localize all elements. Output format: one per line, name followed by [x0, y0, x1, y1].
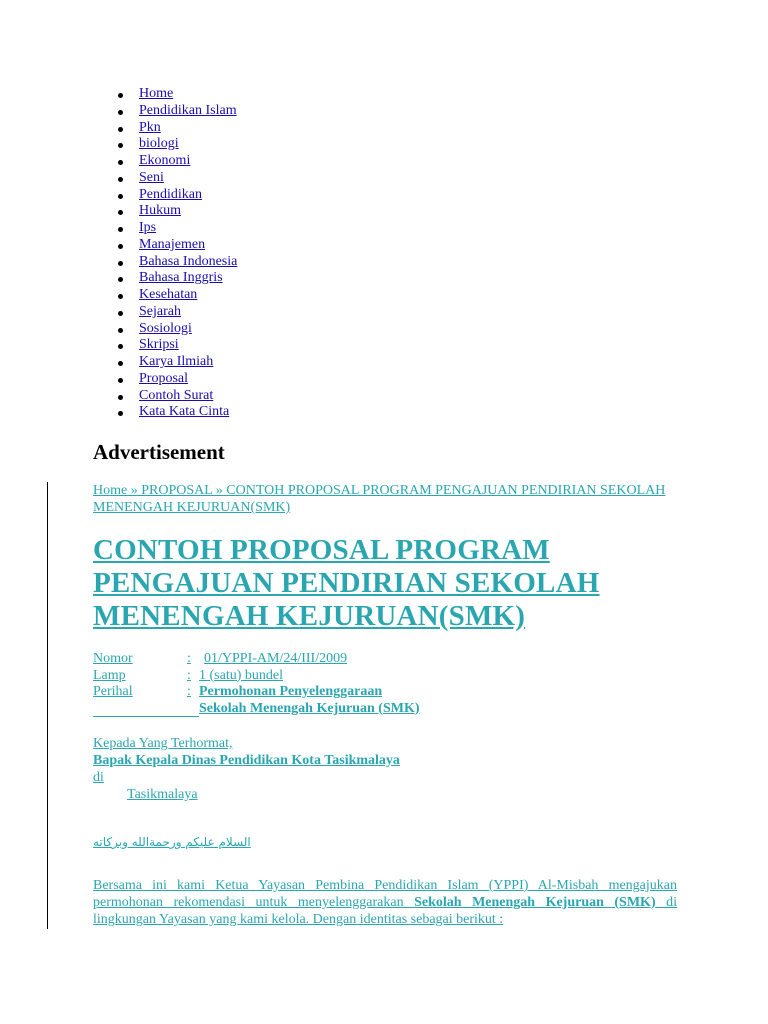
greeting: Kepada Yang Terhormat, — [93, 736, 233, 751]
city: Tasikmalaya — [127, 787, 198, 802]
nav-link[interactable]: Bahasa Inggris — [139, 270, 223, 286]
bullet-icon — [118, 328, 123, 333]
bullet-icon — [118, 194, 123, 199]
lamp-label: Lamp — [93, 667, 126, 683]
nav-link[interactable]: Pendidikan Islam — [139, 102, 237, 118]
bullet-icon — [118, 277, 123, 282]
bullet-icon — [118, 344, 123, 349]
nav-link[interactable]: Home — [139, 86, 174, 101]
nav-item[interactable] — [118, 287, 237, 304]
perihal-colon: : — [187, 684, 191, 699]
nav-item[interactable] — [118, 136, 237, 153]
bullet-icon — [118, 93, 123, 98]
nav-link[interactable]: Ekonomi — [139, 153, 191, 168]
nav-item[interactable] — [118, 388, 237, 405]
recipient: Bapak Kepala Dinas Pendidikan Kota Tasikmalaya — [93, 753, 400, 768]
left-vertical-rule — [47, 482, 48, 929]
bullet-icon — [118, 127, 123, 132]
nav-item[interactable] — [118, 86, 237, 103]
nav-link[interactable]: Karya Ilmiah — [139, 354, 214, 369]
category-nav-list — [118, 86, 237, 421]
nav-item[interactable] — [118, 203, 237, 220]
nav-link[interactable]: Sejarah — [139, 303, 181, 319]
nav-item[interactable] — [118, 220, 237, 237]
bullet-icon — [118, 361, 123, 366]
nav-link[interactable]: Seni — [139, 169, 164, 185]
nomor-value: 01/YPPI-AM/24/III/2009 — [204, 651, 348, 666]
breadcrumb-text[interactable]: Home » PROPOSAL » CONTOH PROPOSAL PROGRAM PENGAJUAN PENDIRIAN SEKOLAH MENENGAH KEJURUAN(SMK) — [93, 483, 666, 515]
nav-item[interactable] — [118, 103, 237, 120]
body-bold: Sekolah Menengah Kejuruan (SMK) — [414, 895, 656, 910]
nav-item[interactable] — [118, 337, 237, 354]
nomor-colon: : — [187, 651, 191, 666]
body-part1: Bersama ini kami Ketua Yayasan Pembina Pendidikan Islam (YPPI) Al-Misbah mengajukan permohonan rekomendasi untuk menyelenggarakan — [93, 878, 677, 910]
nav-item[interactable] — [118, 153, 237, 170]
nav-item[interactable] — [118, 237, 237, 254]
bullet-icon — [118, 210, 123, 215]
article-title[interactable]: CONTOH PROPOSAL PROGRAM PENGAJUAN PENDIRIAN SEKOLAH MENENGAH KEJURUAN(SMK) — [93, 534, 600, 632]
nav-link[interactable]: Proposal — [139, 370, 188, 386]
nav-item[interactable] — [118, 254, 237, 271]
nav-item[interactable] — [118, 170, 237, 187]
perihal-indent-underline — [93, 701, 199, 718]
nav-link[interactable]: Bahasa Indonesia — [139, 253, 238, 269]
bullet-icon — [118, 378, 123, 383]
lamp-value: 1 (satu) bundel — [199, 667, 283, 683]
nav-item[interactable] — [118, 120, 237, 137]
body-paragraph — [93, 877, 677, 928]
nav-link[interactable]: Kata Kata Cinta — [139, 404, 230, 420]
arabic-salam: السلام عليكم ورحمةالله وبركاته — [93, 835, 251, 849]
city-line — [93, 786, 400, 803]
bullet-icon — [118, 160, 123, 165]
perihal-label: Perihal — [93, 684, 133, 699]
di-text: di — [93, 770, 104, 785]
bullet-icon — [118, 227, 123, 232]
bullet-icon — [118, 311, 123, 316]
bullet-icon — [118, 411, 123, 416]
nomor-label: Nomor — [93, 651, 133, 666]
nav-item[interactable] — [118, 270, 237, 287]
letter-address — [93, 735, 400, 803]
nav-link[interactable]: Hukum — [139, 203, 181, 219]
nav-item[interactable] — [118, 354, 237, 371]
breadcrumb[interactable] — [93, 482, 693, 516]
nav-item[interactable] — [118, 404, 237, 421]
nav-item[interactable] — [118, 187, 237, 204]
nav-link[interactable]: Sosiologi — [139, 320, 192, 336]
nav-link[interactable]: Manajemen — [139, 236, 206, 252]
nav-link[interactable]: Pendidikan — [139, 186, 202, 202]
nav-item[interactable] — [118, 371, 237, 388]
bullet-icon — [118, 244, 123, 249]
nav-item[interactable] — [118, 304, 237, 321]
body-part2: di lingkungan Yayasan yang kami kelola. Dengan identitas sebagai berikut : — [93, 895, 678, 927]
nav-link[interactable]: biologi — [139, 136, 179, 152]
bullet-icon — [118, 143, 123, 148]
advertisement-heading: Advertisement — [93, 440, 225, 464]
nav-link[interactable]: Ips — [139, 220, 157, 235]
nav-link[interactable]: Kesehatan — [139, 287, 198, 302]
bullet-icon — [118, 110, 123, 115]
nav-link[interactable]: Pkn — [139, 119, 161, 135]
bullet-icon — [118, 177, 123, 182]
nav-link[interactable]: Skripsi — [139, 337, 179, 353]
bullet-icon — [118, 395, 123, 400]
bullet-icon — [118, 294, 123, 299]
lamp-colon: : — [187, 667, 191, 683]
bullet-icon — [118, 261, 123, 266]
perihal-line2: Sekolah Menengah Kejuruan (SMK) — [199, 700, 420, 716]
perihal-line1: Permohonan Penyelenggaraan — [199, 684, 383, 699]
nav-item[interactable] — [118, 321, 237, 338]
nav-link[interactable]: Contoh Surat — [139, 387, 214, 403]
